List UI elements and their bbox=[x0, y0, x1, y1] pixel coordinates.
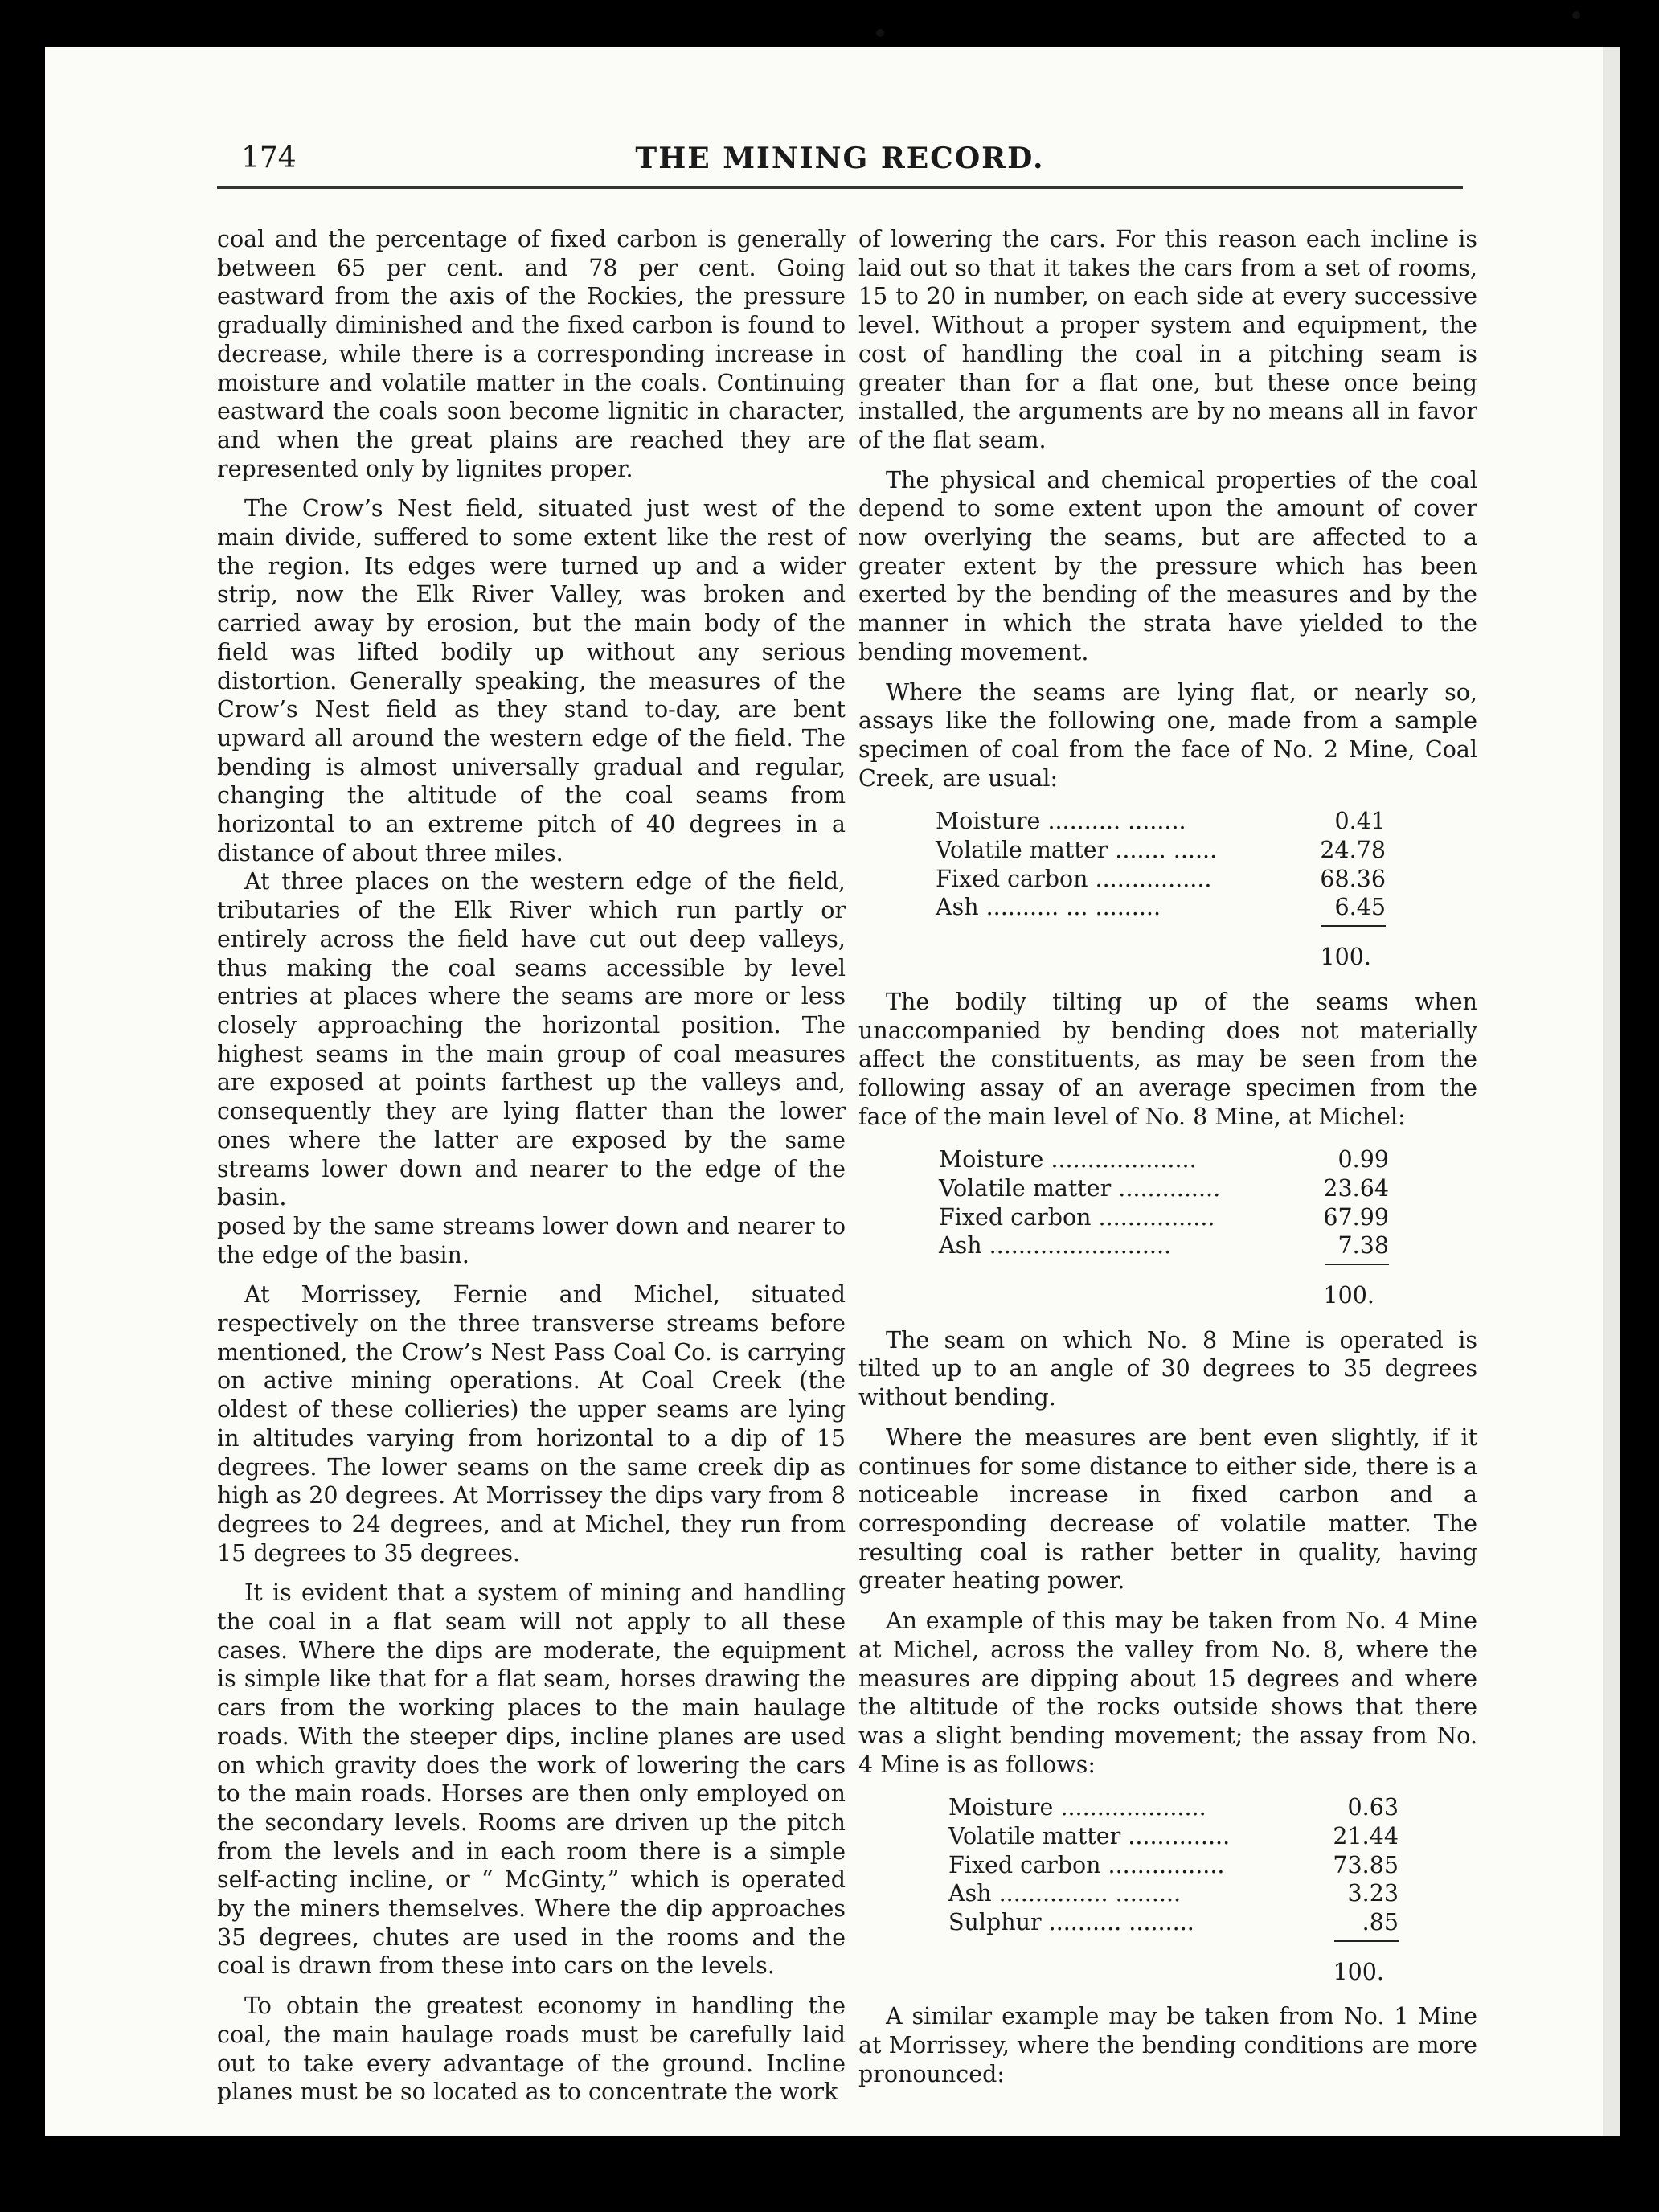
assay-value: 3.23 bbox=[1347, 1880, 1399, 1907]
assay-row bbox=[936, 893, 1386, 922]
assay-row bbox=[936, 836, 1386, 865]
paragraph: The seam on which No. 8 Mine is operated is tilted up to an angle of 30 degrees to 35 degrees without bending. bbox=[858, 1326, 1477, 1411]
page-number: 174 bbox=[241, 141, 297, 174]
assay-label: Volatile matter .............. bbox=[939, 1175, 1221, 1202]
paragraph: At Morrissey, Fernie and Michel, situated respectively on the three transverse streams before mentioned, the Crow’s Nest Pass Coal Co. is carrying on active mining operations. At Coal Creek (the oldest of these collieries) the upper seams are lying in altitudes varying from horizontal to a dip of 15 degrees. The lower seams on the same creek dip as high as 20 degrees. At Morrissey the dips vary from 8 degrees to 24 degrees, and at Michel, they run from 15 degrees to 35 degrees. bbox=[217, 1281, 846, 1567]
sum-rule bbox=[1321, 925, 1386, 935]
assay-label: Moisture .......... ........ bbox=[936, 808, 1186, 835]
assay-value: 0.63 bbox=[1347, 1794, 1399, 1821]
assay-row bbox=[948, 1879, 1399, 1908]
assay-row bbox=[948, 1851, 1399, 1880]
paragraph: Where the seams are lying flat, or nearly so, assays like the following one, made from a sample specimen of coal from the face of No. 2 Mine, Coal Creek, are usual: bbox=[858, 678, 1477, 792]
assay-table bbox=[948, 1793, 1399, 1986]
assay-label: Moisture .................... bbox=[939, 1146, 1197, 1174]
assay-value: 7.38 bbox=[1337, 1232, 1389, 1260]
assay-row bbox=[939, 1174, 1389, 1203]
scan-speck bbox=[876, 29, 884, 37]
assay-value: .85 bbox=[1362, 1909, 1399, 1936]
assay-row bbox=[948, 1793, 1399, 1822]
paragraph: Where the measures are bent even slightly, if it continues for some distance to either side, there is a noticeable increase in fixed carbon and a corresponding decrease of volatile matter. The resulting coal is rather better in quality, having greater heating power. bbox=[858, 1423, 1477, 1595]
journal-title: THE MINING RECORD. bbox=[635, 141, 1045, 175]
paragraph: The physical and chemical properties of the coal depend to some extent upon the amount of cover now overlying the seams, but are affected to a greater extent by the pressure which has been exerted by the bending of the measures and by the manner in which the strata have yielded to the bending movement. bbox=[858, 466, 1477, 666]
paragraph: To obtain the greatest economy in handling the coal, the main haulage roads must be carefully laid out to take every advantage of the ground. Incline planes must be so located as to concentrate the work bbox=[217, 1993, 846, 2106]
right-column bbox=[858, 225, 1477, 2089]
assay-row bbox=[948, 1822, 1399, 1851]
scan-speck bbox=[1572, 11, 1580, 19]
assay-value: 21.44 bbox=[1333, 1823, 1399, 1850]
assay-total: 100. bbox=[1320, 944, 1371, 971]
assay-value: 73.85 bbox=[1333, 1851, 1399, 1878]
scan-margin-right bbox=[1620, 47, 1659, 2136]
paragraph: It is evident that a system of mining and handling the coal in a flat seam will not apply to all these cases. Where the dips are moderate, the equipment is simple like that for a flat seam, horses drawing the cars from the working places to the main haulage roads. With the steeper dips, incline planes are used on which gravity does the work of lowering the cars to the main roads. Horses are then only employed on the secondary levels. Rooms are driven up the pitch from the levels and in each room there is a simple self-acting incline, or “ McGinty,” which is operated by the miners themselves. Where the dip approaches 35 degrees, chutes are used in the rooms and the coal is drawn from these into cars on the levels. bbox=[217, 1579, 846, 1980]
assay-label: Fixed carbon ................ bbox=[939, 1203, 1215, 1231]
paragraph: The bodily tilting up of the seams when unaccompanied by bending does not materially affect the constituents, as may be seen from the following assay of an average specimen from the face of the main level of No. 8 Mine, at Michel: bbox=[858, 988, 1477, 1130]
assay-row bbox=[948, 1908, 1399, 1937]
paragraph: At three places on the western edge of the field, tributaries of the Elk River which run partly or entirely across the field have cut out deep valleys, thus making the coal seams accessible by level entries at places where the seams are more or less closely approaching the horizontal position. The highest seams in the main group of coal measures are exposed at points farthest up the valleys and, consequently they are lying flatter than the lower ones where the latter are exposed by the same streams lower down and nearer to the edge of the basin. bbox=[217, 868, 846, 1211]
paragraph: A similar example may be taken from No. 1 Mine at Morrissey, where the bending conditions are more pronounced: bbox=[858, 2003, 1477, 2087]
assay-row bbox=[936, 865, 1386, 894]
assay-value: 0.99 bbox=[1337, 1146, 1389, 1174]
assay-value: 68.36 bbox=[1320, 865, 1386, 892]
assay-value: 6.45 bbox=[1334, 894, 1386, 921]
assay-value: 67.99 bbox=[1323, 1203, 1389, 1231]
assay-table bbox=[936, 807, 1386, 971]
assay-label: Ash .......... ... ......... bbox=[936, 894, 1161, 921]
assay-table bbox=[939, 1145, 1389, 1309]
page-header bbox=[217, 137, 1463, 193]
assay-label: Fixed carbon ................ bbox=[936, 865, 1212, 892]
assay-label: Moisture .................... bbox=[948, 1794, 1206, 1821]
assay-label: Volatile matter .............. bbox=[948, 1823, 1231, 1850]
assay-row bbox=[939, 1231, 1389, 1260]
assay-label: Ash ............... ......... bbox=[948, 1880, 1182, 1907]
assay-row bbox=[936, 807, 1386, 836]
sum-rule bbox=[1334, 1940, 1399, 1950]
assay-total: 100. bbox=[1333, 1958, 1384, 1985]
assay-row bbox=[939, 1203, 1389, 1232]
sum-rule bbox=[1325, 1264, 1389, 1273]
assay-label: Sulphur .......... ......... bbox=[948, 1909, 1194, 1936]
assay-row bbox=[939, 1145, 1389, 1174]
paragraph: An example of this may be taken from No. 4 Mine at Michel, across the valley from No. 8, where the measures are dipping about 15 degrees and where the altitude of the rocks outside shows that there was a slight bending movement; the assay from No. 4 Mine is as follows: bbox=[858, 1608, 1477, 1778]
paragraph: The Crow’s Nest field, situated just west of the main divide, suffered to some extent like the rest of the region. Its edges were turned up and a wider strip, now the Elk River Valley, was broken and carried away by erosion, but the main body of the field was lifted bodily up without any serious distortion. Generally speaking, the measures of the Crow’s Nest field as they stand to-day, are bent upward all around the western edge of the field. The bending is almost universally gradual and regular, changing the altitude of the coal seams from horizontal to an extreme pitch of 40 degrees in a distance of about three miles. bbox=[217, 495, 846, 866]
assay-label: Ash ......................... bbox=[939, 1232, 1172, 1260]
assay-value: 0.41 bbox=[1334, 808, 1386, 835]
assay-value: 23.64 bbox=[1323, 1175, 1389, 1202]
paragraph: coal and the percentage of fixed carbon is generally between 65 per cent. and 78 per cent. Going eastward from the axis of the Rockies, the pressure gradually diminished and the fixed carbon is found to decrease, while there is a corresponding increase in moisture and volatile matter in the coals. Continuing eastward the coals soon become lignitic in character, and when the great plains are reached they are represented only by lignites proper. bbox=[217, 226, 846, 482]
assay-label: Volatile matter ....... ...... bbox=[936, 837, 1218, 864]
left-column bbox=[217, 225, 846, 2107]
assay-label: Fixed carbon ................ bbox=[948, 1851, 1225, 1878]
paragraph-duplicate-fragment: posed by the same streams lower down and nearer to the edge of the basin. bbox=[217, 1212, 846, 1268]
assay-value: 24.78 bbox=[1320, 837, 1386, 864]
header-rule bbox=[217, 186, 1463, 189]
assay-total: 100. bbox=[1323, 1282, 1374, 1309]
paragraph: of lowering the cars. For this reason each incline is laid out so that it takes the cars from a set of rooms, 15 to 20 in number, on each side at every successive level. Without a proper system and equipment, the cost of handling the coal in a pitching seam is greater than for a flat one, but these once being installed, the arguments are by no means all in favor of the flat seam. bbox=[858, 226, 1477, 453]
facing-page-edge bbox=[1603, 47, 1620, 2136]
